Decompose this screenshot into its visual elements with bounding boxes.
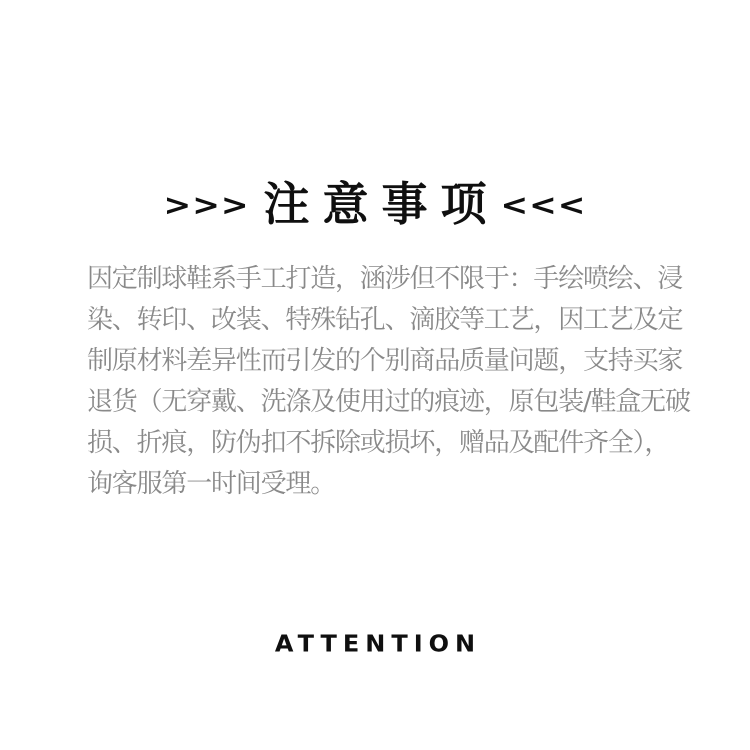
right-arrows-icon: >>> [163,186,250,222]
notice-body-paragraph [87,259,690,505]
notice-body-line: 询客服第一时间受理。 [87,469,336,499]
notice-body-line: 退货（无穿戴、洗涤及使用过的痕迹，原包装/鞋盒无破 [87,387,690,417]
notice-body-line: 因定制球鞋系手工打造，涵涉但不限于：手绘喷绘、浸 [87,264,683,294]
notice-body-line: 染、转印、改装、特殊钻孔、滴胶等工艺，因工艺及定 [87,305,683,335]
title-row [0,178,750,230]
page-title: 注意事项 [263,177,500,231]
left-arrows-icon: <<< [500,186,587,222]
notice-body-line: 损、折痕，防伪扣不拆除或损坏，赠品及配件齐全）， [87,428,670,458]
footer-caption: ATTENTION [274,630,482,658]
notice-body-line: 制原材料差异性而引发的个别商品质量问题，支持买家 [87,346,683,376]
